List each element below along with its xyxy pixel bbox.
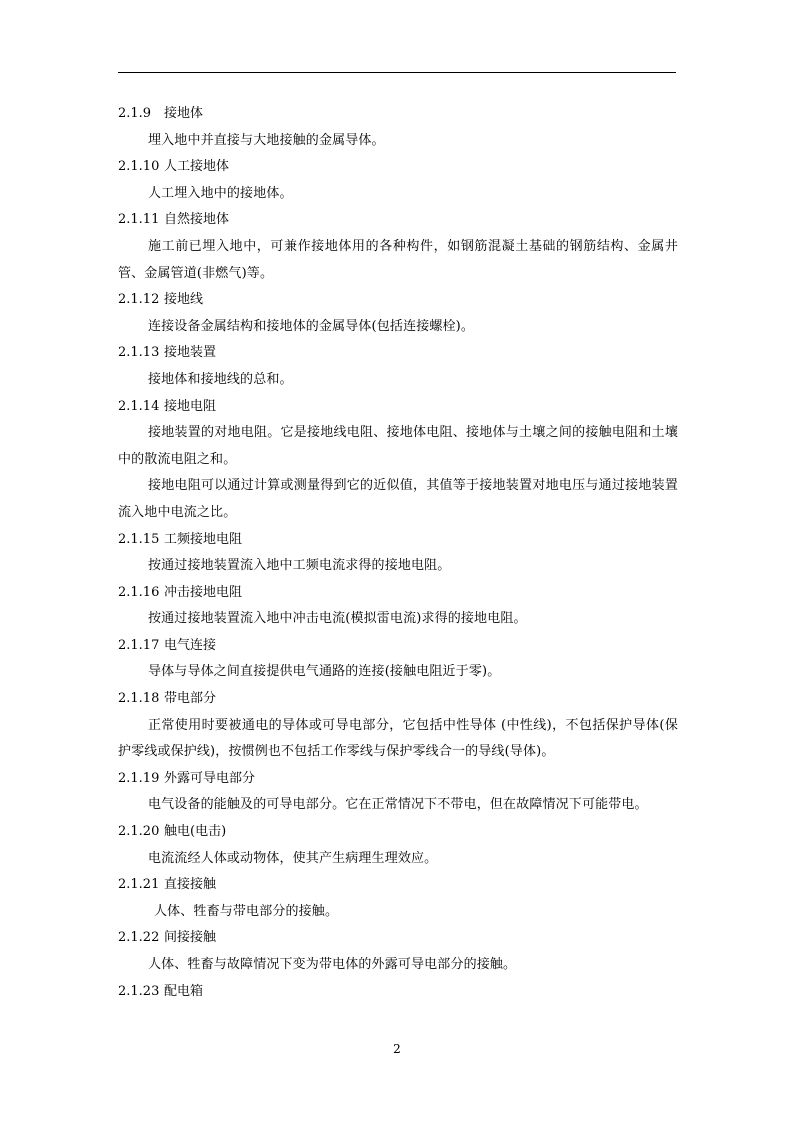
term-title: 外露可导电部分 [164, 770, 256, 786]
term-number: 2.1.9 [118, 106, 152, 121]
term-number: 2.1.11 [118, 212, 160, 228]
definition-paragraph: 接地电阻可以通过计算或测量得到它的近似值，其值等于接地装置对地电压与通过接地装置流入地中电流之比。 [118, 478, 678, 520]
term-heading [118, 340, 678, 367]
definition-paragraph: 按通过接地装置流入地中工频电流求得的接地电阻。 [148, 558, 451, 574]
term-heading [118, 527, 678, 554]
definition-paragraph: 人体、牲畜与带电部分的接触。 [154, 903, 339, 919]
term-number: 2.1.20 [118, 824, 160, 840]
term-number: 2.1.22 [118, 930, 160, 946]
term-heading [118, 101, 678, 128]
term-number: 2.1.15 [118, 531, 160, 547]
definition-paragraph: 埋入地中并直接与大地接触的金属导体。 [148, 132, 385, 148]
definition-paragraph: 人体、牲畜与故障情况下变为带电体的外露可导电部分的接触。 [148, 957, 517, 972]
term-heading [118, 979, 678, 1006]
definition-paragraph: 电气设备的能触及的可导电部分。它在正常情况下不带电，但在故障情况下可能带电。 [148, 797, 648, 813]
term-title: 冲击接地电阻 [164, 584, 243, 600]
term-title: 工频接地电阻 [164, 531, 243, 547]
term-number: 2.1.12 [118, 292, 160, 308]
term-title: 自然接地体 [164, 212, 230, 228]
term-title: 接地体 [164, 106, 204, 121]
definition-paragraph: 电流流经人体或动物体，使其产生病理生理效应。 [148, 850, 438, 866]
term-title: 触电(电击) [164, 824, 227, 840]
definition-paragraph: 按通过接地装置流入地中冲击电流(模拟雷电流)求得的接地电阻。 [148, 611, 527, 627]
term-number: 2.1.19 [118, 770, 160, 786]
term-heading [118, 394, 678, 421]
definition-paragraph: 连接设备金属结构和接地体的金属导体(包括连接螺栓)。 [148, 318, 475, 334]
term-heading [118, 872, 678, 899]
term-number: 2.1.23 [118, 983, 160, 999]
term-title: 接地电阻 [164, 398, 217, 414]
term-number: 2.1.21 [118, 877, 160, 893]
term-heading [118, 207, 678, 234]
page-number: 2 [393, 1042, 401, 1056]
term-heading [118, 925, 678, 952]
term-number: 2.1.16 [118, 584, 160, 600]
term-heading [118, 580, 678, 607]
term-heading [118, 819, 678, 846]
term-title: 带电部分 [164, 691, 217, 707]
definition-paragraph: 接地装置的对地电阻。它是接地线电阻、接地体电阻、接地体与土壤之间的接触电阻和土壤中的散流电阻之和。 [118, 425, 678, 467]
term-heading [118, 287, 678, 314]
term-title: 直接接触 [164, 877, 217, 893]
term-heading [118, 154, 678, 181]
term-number: 2.1.10 [118, 159, 160, 175]
term-title: 间接接触 [164, 930, 217, 946]
term-title: 接地装置 [164, 345, 217, 361]
term-number: 2.1.13 [118, 345, 160, 361]
definition-paragraph: 人工埋入地中的接地体。 [148, 185, 293, 201]
term-number: 2.1.18 [118, 691, 160, 707]
definition-paragraph: 正常使用时要被通电的导体或可导电部分，它包括中性导体 (中性线)，不包括保护导体(保护零线或保护线)，按惯例也不包括工作零线与保护零线合一的导线(导体)。 [118, 717, 678, 760]
definition-paragraph: 施工前已埋入地中，可兼作接地体用的各种构件，如钢筋混凝土基础的钢筋结构、金属井管、金属管道(非燃气)等。 [118, 238, 678, 281]
definition-paragraph: 接地体和接地线的总和。 [148, 371, 293, 387]
term-heading [118, 686, 678, 713]
term-number: 2.1.14 [118, 398, 160, 414]
term-heading [118, 633, 678, 660]
term-number: 2.1.17 [118, 637, 160, 653]
term-title: 电气连接 [164, 637, 217, 653]
definition-paragraph: 导体与导体之间直接提供电气通路的连接(接触电阻近于零)。 [148, 664, 501, 680]
term-title: 接地线 [164, 292, 204, 308]
term-heading [118, 766, 678, 793]
term-title: 配电箱 [164, 983, 204, 999]
header-rule [118, 72, 676, 73]
document-body [118, 101, 678, 1005]
term-title: 人工接地体 [164, 159, 230, 175]
